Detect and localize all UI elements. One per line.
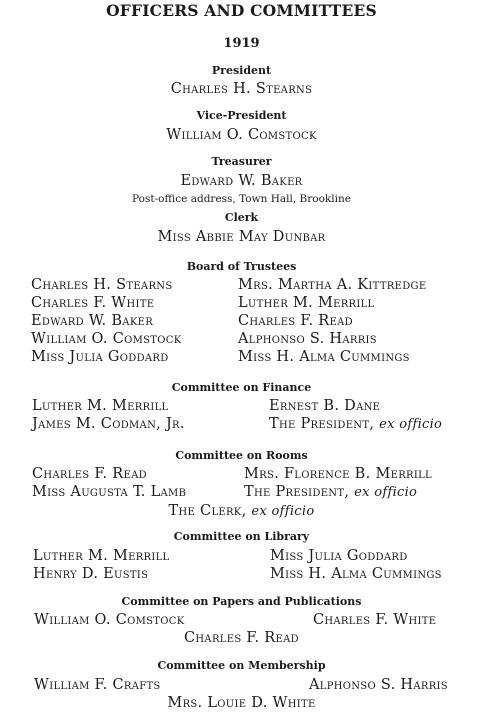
vice-president-name: William O. Comstock [166, 127, 317, 143]
trustees-heading: Board of Trustees [186, 260, 297, 273]
rooms-member-ex-officio: The Clerk, ex officio [168, 503, 315, 519]
rooms-member-ex-officio: The President, ex officio [244, 484, 418, 500]
treasurer-heading: Treasurer [211, 155, 272, 168]
year-heading: 1919 [223, 36, 260, 51]
trustee-name: Charles F. Read [238, 313, 353, 329]
trustee-name: Miss Julia Goddard [31, 349, 169, 365]
treasurer-address: Post-office address, Town Hall, Brookline [132, 193, 351, 205]
trustee-name: Miss H. Alma Cummings [238, 349, 410, 365]
papers-member: William O. Comstock [34, 612, 185, 628]
papers-member: Charles F. Read [184, 630, 299, 646]
membership-heading: Committee on Membership [157, 659, 326, 672]
finance-member-ex-officio: The President, ex officio [269, 416, 443, 432]
finance-heading: Committee on Finance [171, 381, 312, 394]
library-member: Miss Julia Goddard [270, 548, 408, 564]
rooms-member: Charles F. Read [32, 466, 147, 482]
page-title: OFFICERS AND COMMITTEES [106, 1, 377, 20]
rooms-heading: Committee on Rooms [175, 449, 308, 462]
papers-heading: Committee on Papers and Publications [121, 595, 362, 608]
finance-member: James M. Codman, Jr. [32, 416, 185, 432]
membership-member: Alphonso S. Harris [309, 677, 448, 693]
library-heading: Committee on Library [173, 530, 310, 543]
clerk-name: Miss Abbie May Dunbar [157, 229, 326, 245]
clerk-heading: Clerk [224, 211, 259, 224]
membership-member: Mrs. Louie D. White [167, 695, 316, 711]
rooms-member: Mrs. Florence B. Merrill [244, 466, 432, 482]
trustee-name: Charles H. Stearns [31, 277, 173, 293]
library-member: Henry D. Eustis [33, 566, 149, 582]
treasurer-name: Edward W. Baker [180, 173, 303, 189]
president-heading: President [211, 64, 272, 77]
vice-president-heading: Vice-President [196, 109, 287, 122]
papers-member: Charles F. White [313, 612, 437, 628]
trustee-name: William O. Comstock [31, 331, 182, 347]
president-name: Charles H. Stearns [170, 81, 313, 97]
trustee-name: Luther M. Merrill [238, 295, 375, 311]
trustee-name: Charles F. White [31, 295, 155, 311]
trustee-name: Alphonso S. Harris [238, 331, 377, 347]
finance-member: Ernest B. Dane [269, 398, 381, 414]
trustee-name: Edward W. Baker [31, 313, 154, 329]
trustee-name: Mrs. Martha A. Kittredge [238, 277, 427, 293]
rooms-member: Miss Augusta T. Lamb [32, 484, 187, 500]
finance-member: Luther M. Merrill [32, 398, 169, 414]
library-member: Miss H. Alma Cummings [270, 566, 442, 582]
membership-member: William F. Crafts [34, 677, 161, 693]
library-member: Luther M. Merrill [33, 548, 170, 564]
